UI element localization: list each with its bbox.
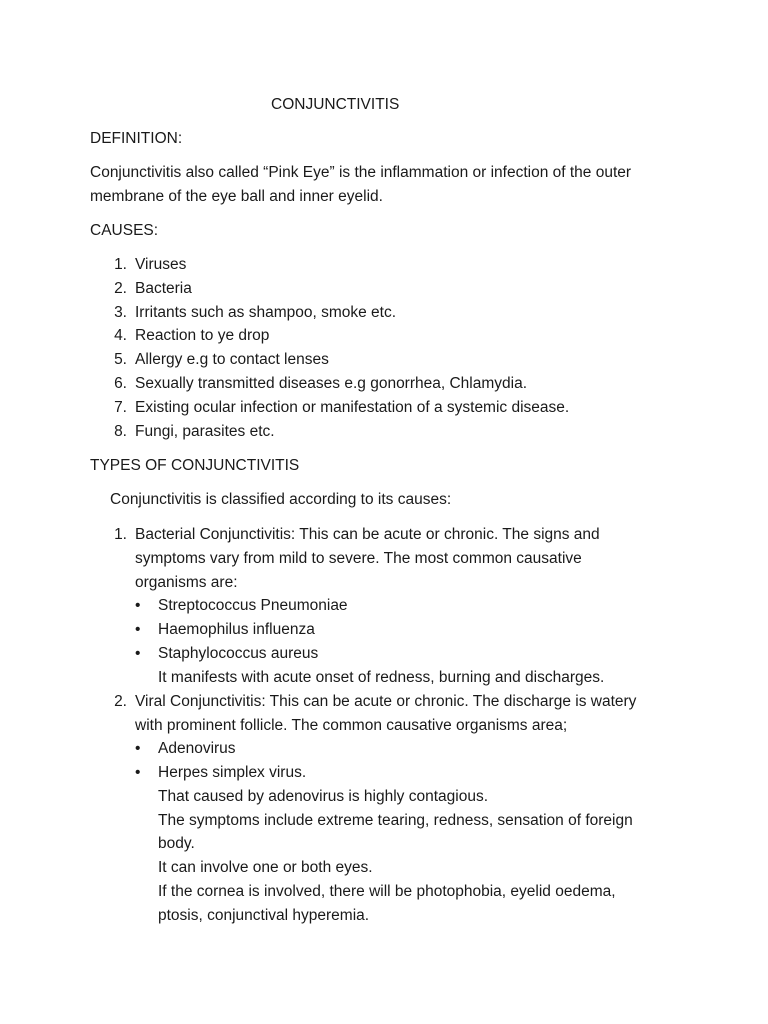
bullet-icon: • <box>135 597 141 614</box>
bullet-icon: • <box>135 740 141 757</box>
list-number: 3. <box>114 304 127 321</box>
list-item: Bacteria <box>135 280 192 297</box>
bullet-icon: • <box>135 645 141 662</box>
list-number: 2. <box>114 693 127 710</box>
list-item: Allergy e.g to contact lenses <box>135 351 329 368</box>
definition-text-line: Conjunctivitis also called “Pink Eye” is the inflammation or infection of the outer <box>90 164 632 181</box>
list-number: 5. <box>114 351 127 368</box>
list-number: 8. <box>114 423 127 440</box>
viral-note-line: It can involve one or both eyes. <box>158 859 373 876</box>
definition-text-line: membrane of the eye ball and inner eyelid. <box>90 188 383 205</box>
organism-item: Herpes simplex virus. <box>158 764 307 781</box>
list-number: 7. <box>114 399 127 416</box>
list-number: 1. <box>114 526 127 543</box>
list-item: Sexually transmitted diseases e.g gonorrhea, Chlamydia. <box>135 375 528 392</box>
list-number: 1. <box>114 256 127 273</box>
types-intro: Conjunctivitis is classified according to its causes: <box>110 491 452 508</box>
bacterial-text-line: symptoms vary from mild to severe. The most common causative <box>135 550 582 567</box>
list-item: Viruses <box>135 256 187 273</box>
organism-item: Haemophilus influenza <box>158 621 315 638</box>
list-item: Existing ocular infection or manifestation of a systemic disease. <box>135 399 570 416</box>
viral-note-line: If the cornea is involved, there will be photophobia, eyelid oedema, <box>158 883 616 900</box>
definition-heading: DEFINITION: <box>90 130 183 147</box>
viral-text-line: with prominent follicle. The common causative organisms area; <box>135 717 568 734</box>
bacterial-text-line: organisms are: <box>135 574 238 591</box>
list-item: Irritants such as shampoo, smoke etc. <box>135 304 397 321</box>
list-number: 6. <box>114 375 127 392</box>
list-number: 2. <box>114 280 127 297</box>
bacterial-note: It manifests with acute onset of redness, burning and discharges. <box>158 669 605 686</box>
list-item: Fungi, parasites etc. <box>135 423 275 440</box>
viral-note-line: That caused by adenovirus is highly contagious. <box>158 788 489 805</box>
bullet-icon: • <box>135 621 141 638</box>
viral-text-line: Viral Conjunctivitis: This can be acute or chronic. The discharge is watery <box>135 693 637 710</box>
list-number: 4. <box>114 327 127 344</box>
causes-heading: CAUSES: <box>90 222 159 239</box>
viral-note-line: ptosis, conjunctival hyperemia. <box>158 907 370 924</box>
bacterial-text-line: Bacterial Conjunctivitis: This can be acute or chronic. The signs and <box>135 526 600 543</box>
viral-note-line: The symptoms include extreme tearing, redness, sensation of foreign <box>158 812 633 829</box>
bullet-icon: • <box>135 764 141 781</box>
types-heading: TYPES OF CONJUNCTIVITIS <box>90 457 300 474</box>
document-title: CONJUNCTIVITIS <box>271 96 400 113</box>
list-item: Reaction to ye drop <box>135 327 270 344</box>
organism-item: Adenovirus <box>158 740 236 757</box>
organism-item: Streptococcus Pneumoniae <box>158 597 348 614</box>
organism-item: Staphylococcus aureus <box>158 645 319 662</box>
viral-note-line: body. <box>158 835 195 852</box>
